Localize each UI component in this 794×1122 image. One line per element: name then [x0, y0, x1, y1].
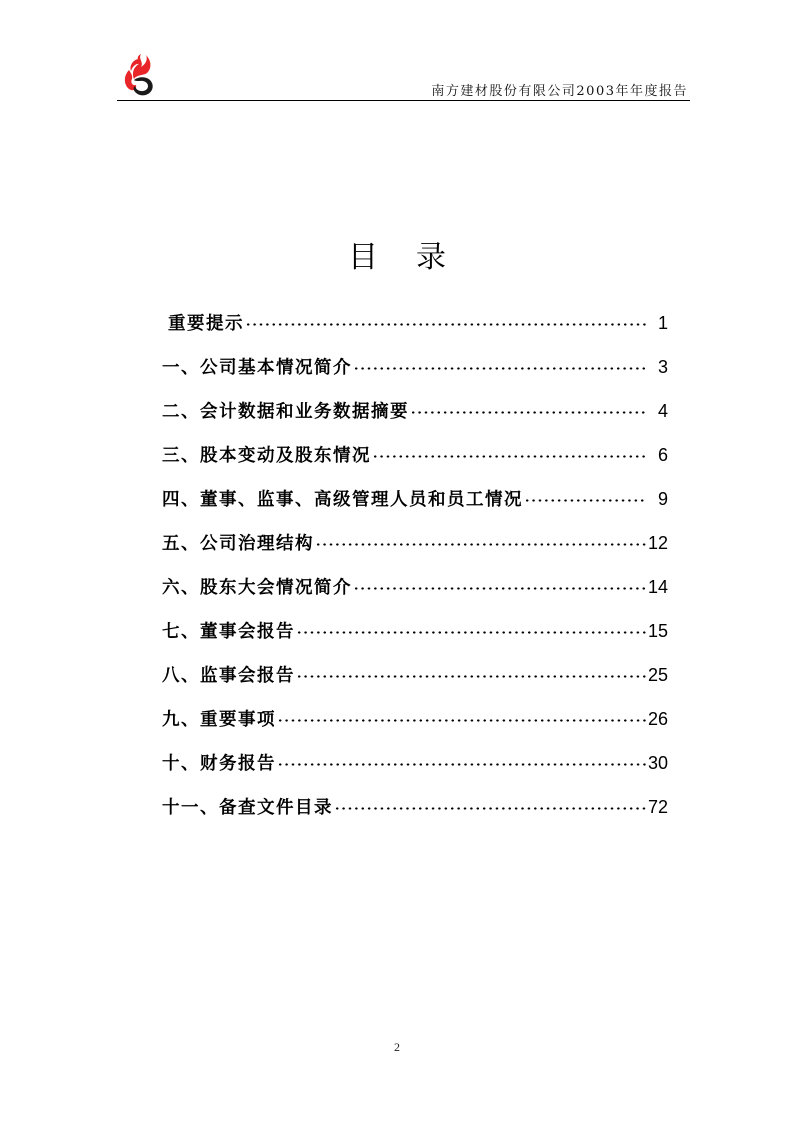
toc-entry-label: 十一、备查文件目录 [162, 798, 333, 818]
toc-entry-page: 25 [647, 665, 668, 685]
toc-entry-reference-documents[interactable] [162, 794, 668, 838]
toc-entry-label: 十、财务报告 [162, 754, 276, 774]
toc-entry-label: 七、董事会报告 [162, 622, 295, 642]
toc-entry-accounting-data[interactable] [162, 398, 668, 442]
toc-entry-page: 4 [657, 401, 668, 421]
toc-entry-important-notice[interactable] [162, 310, 668, 354]
dot-leader [334, 796, 647, 813]
dot-leader [372, 444, 647, 461]
report-title: 南方建材股份有限公司2003年年度报告 [431, 84, 688, 99]
toc-entry-page: 15 [647, 621, 668, 641]
toc-entry-share-capital[interactable] [162, 442, 668, 486]
page-header [117, 50, 690, 102]
dot-leader [277, 752, 647, 769]
page-number: 2 [394, 1040, 400, 1054]
dot-leader [296, 664, 647, 681]
toc-entry-page: 30 [647, 753, 668, 773]
dot-leader [353, 356, 647, 373]
toc-entry-shareholders-meeting[interactable] [162, 574, 668, 618]
toc-entry-label: 四、董事、监事、高级管理人员和员工情况 [162, 490, 523, 510]
toc-entry-company-profile[interactable] [162, 354, 668, 398]
table-of-contents [162, 310, 668, 838]
dot-leader [277, 708, 647, 725]
toc-entry-board-report[interactable] [162, 618, 668, 662]
toc-entry-label: 三、股本变动及股东情况 [162, 446, 371, 466]
toc-entry-label: 一、公司基本情况简介 [162, 358, 352, 378]
toc-entry-page: 26 [647, 709, 668, 729]
toc-entry-label: 重要提示 [168, 314, 244, 334]
dot-leader [245, 312, 647, 329]
toc-entry-label: 九、重要事项 [162, 710, 276, 730]
toc-entry-label: 五、公司治理结构 [162, 534, 314, 554]
toc-entry-label: 八、监事会报告 [162, 666, 295, 686]
dot-leader [315, 532, 647, 549]
toc-entry-directors-staff[interactable] [162, 486, 668, 530]
toc-entry-supervisory-report[interactable] [162, 662, 668, 706]
dot-leader [524, 488, 647, 505]
toc-entry-page: 14 [647, 577, 668, 597]
toc-entry-significant-matters[interactable] [162, 706, 668, 750]
toc-entry-page: 6 [657, 445, 668, 465]
toc-entry-corporate-governance[interactable] [162, 530, 668, 574]
dot-leader [353, 576, 647, 593]
toc-entry-page: 1 [657, 313, 668, 333]
dot-leader [296, 620, 647, 637]
toc-entry-label: 六、股东大会情况简介 [162, 578, 352, 598]
toc-entry-financial-report[interactable] [162, 750, 668, 794]
dot-leader [410, 400, 647, 417]
toc-entry-page: 3 [657, 357, 668, 377]
toc-heading: 目录 [348, 240, 484, 275]
toc-entry-page: 9 [657, 489, 668, 509]
header-divider [117, 100, 690, 101]
toc-entry-page: 12 [647, 533, 668, 553]
toc-entry-page: 72 [647, 797, 668, 817]
toc-entry-label: 二、会计数据和业务数据摘要 [162, 402, 409, 422]
flame-logo-icon [121, 52, 157, 98]
